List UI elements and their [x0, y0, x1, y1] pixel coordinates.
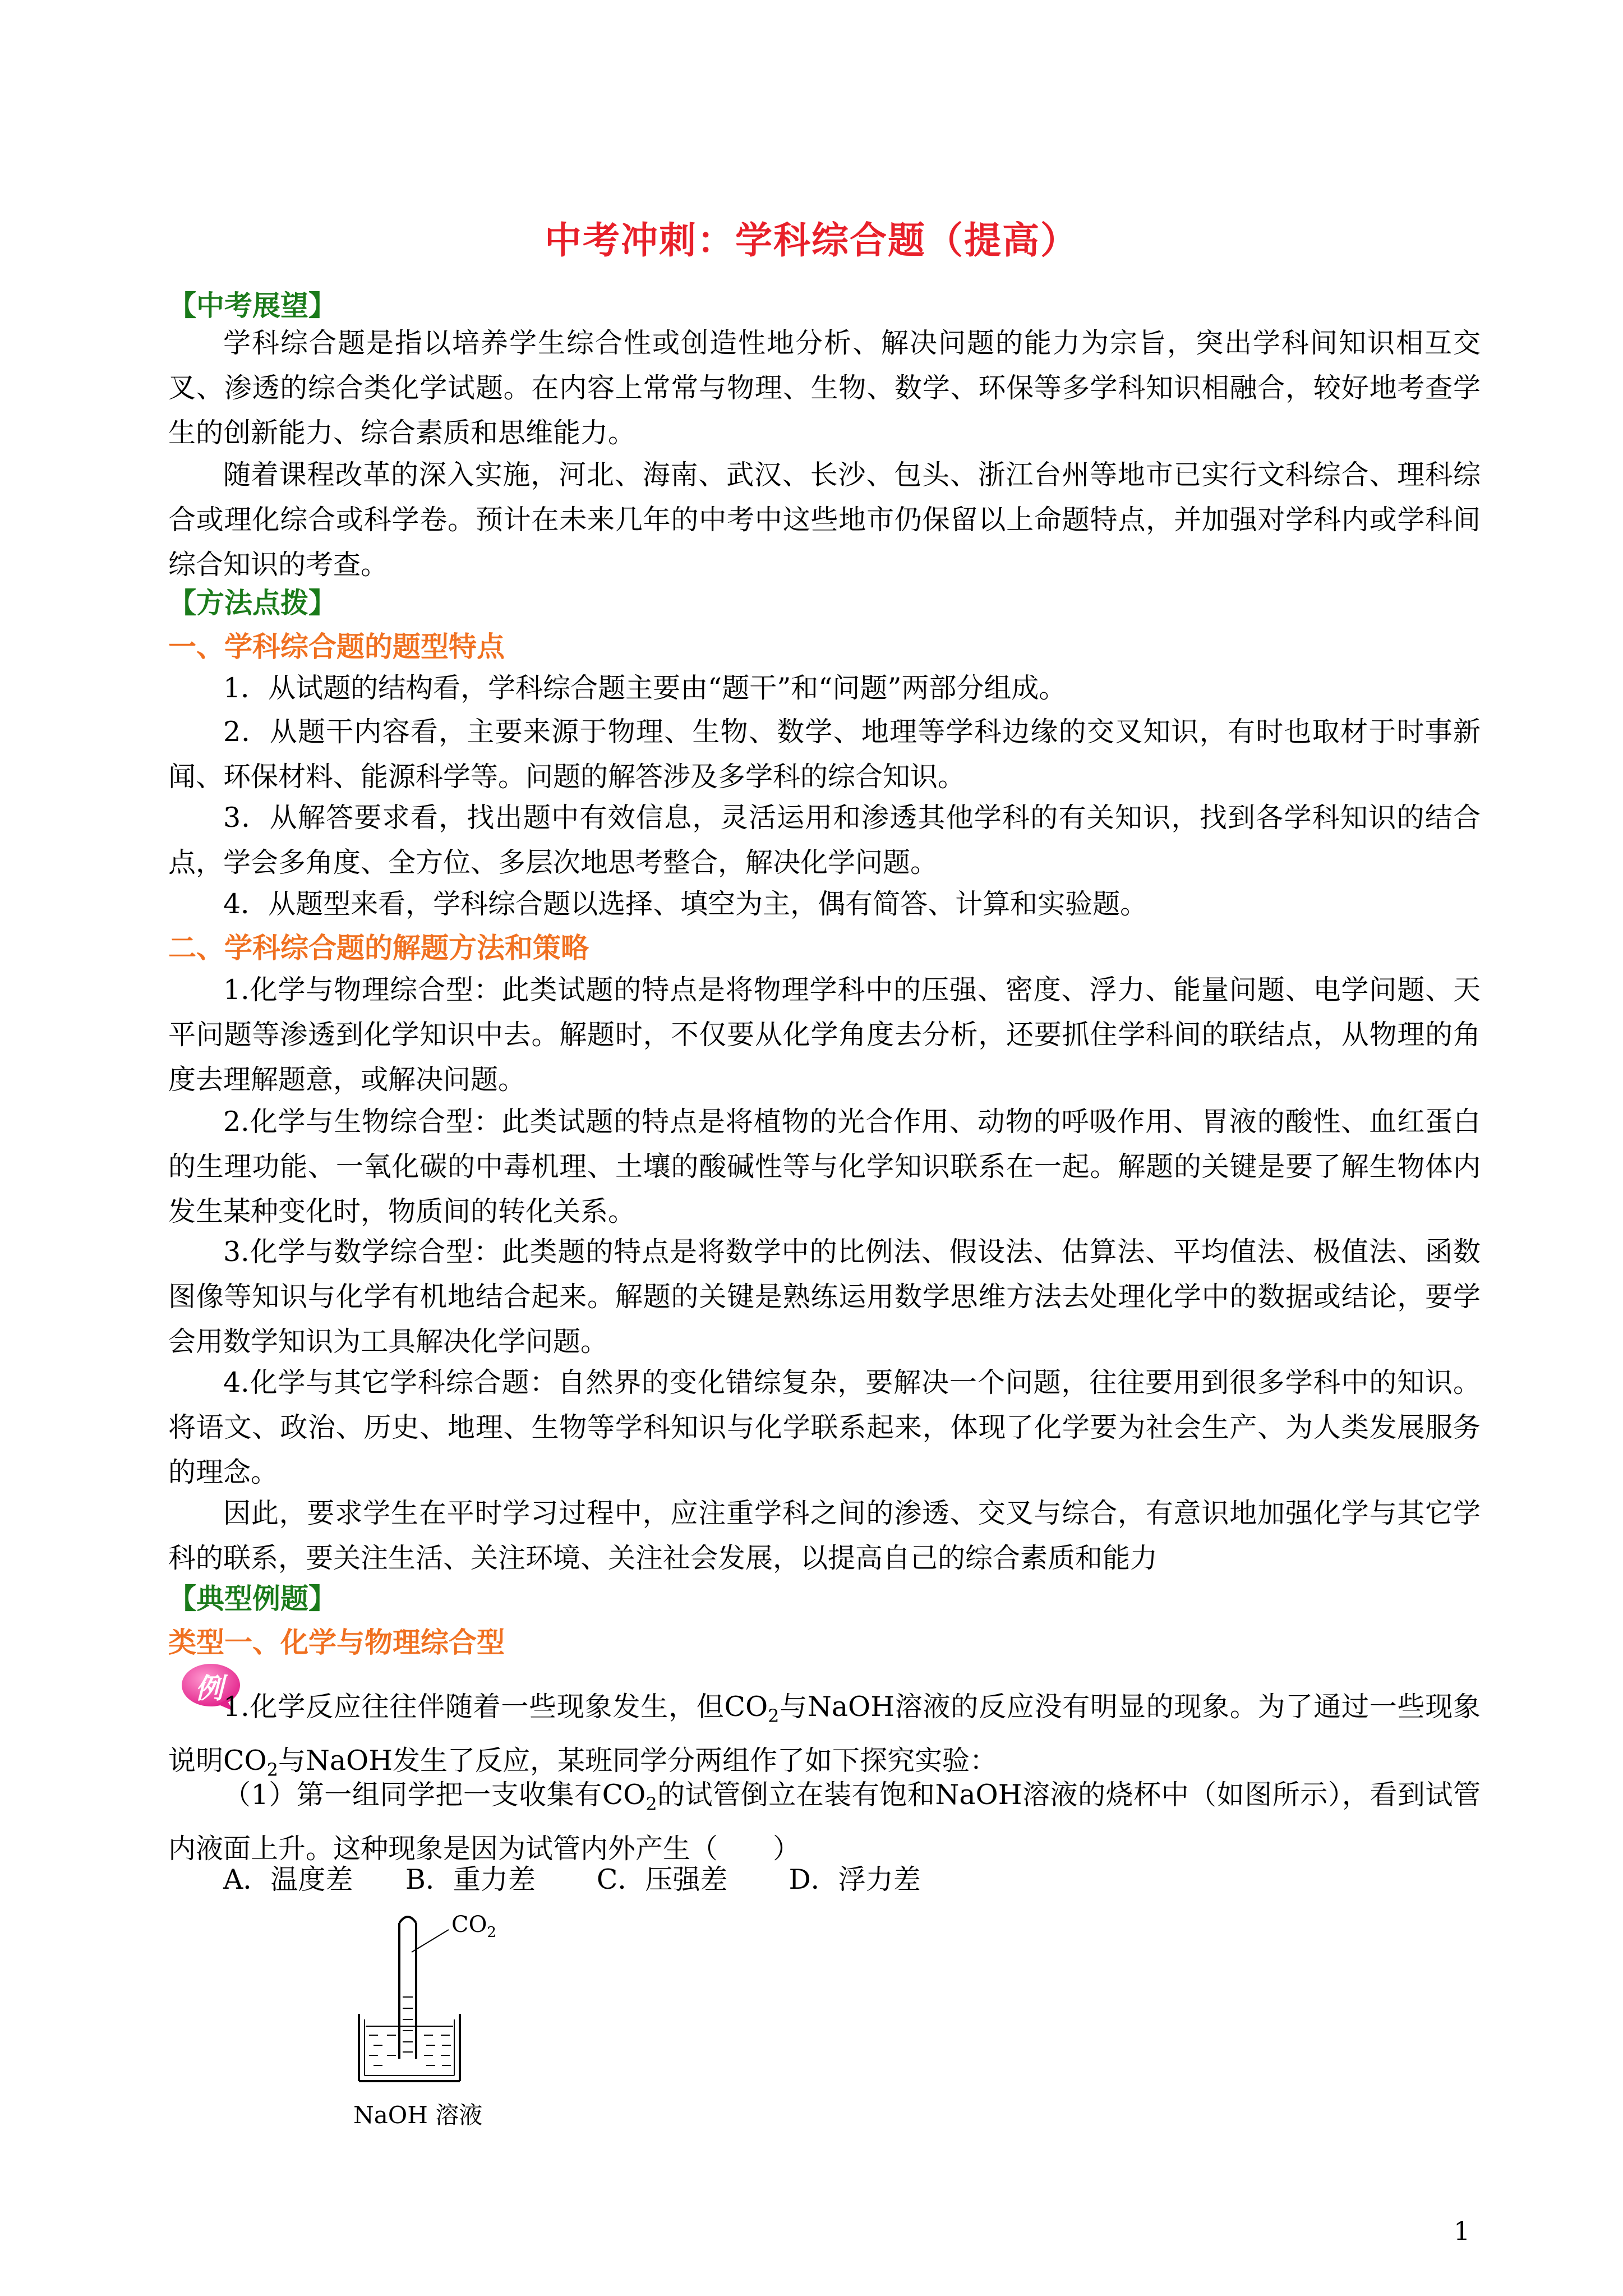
strategy-item-3: 3.化学与数学综合型：此类题的特点是将数学中的比例法、假设法、估算法、平均值法、极值法、函数图像等知识与化学有机地结合起来。解题的关键是熟练运用数学思维方法去处理化学中的数据或结论，要学会用数学知识为工具解决化学问题。 [168, 1236, 1481, 1358]
beaker-figure [353, 1907, 555, 2143]
feature-item-3: 3．从解答要求看，找出题中有效信息，灵活运用和渗透其他学科的有关知识，找到各学科知识的结合点，学会多角度、全方位、多层次地思考整合，解决化学问题。 [168, 802, 1481, 878]
outlook-paragraph-1: 学科综合题是指以培养学生综合性或创造性地分析、解决问题的能力为宗旨，突出学科间知识相互交叉、渗透的综合类化学试题。在内容上常常与物理、生物、数学、环保等多学科知识相融合，较好地考查学生的创新能力、综合素质和思维能力。 [168, 327, 1481, 449]
example-badge-text: 例 [195, 1672, 223, 1705]
strategy-item-2: 2.化学与生物综合型：此类试题的特点是将植物的光合作用、动物的呼吸作用、胃液的酸性、血红蛋白的生理功能、一氧化碳的中毒机理、土壤的酸碱性等与化学知识联系在一起。解题的关键是要了解生物体内发生某种变化时，物质间的转化关系。 [168, 1106, 1481, 1227]
strategy-item-1: 1.化学与物理综合型：此类试题的特点是将物理学科中的压强、密度、浮力、能量问题、电学问题、天平问题等渗透到化学知识中去。解题时，不仅要从化学角度去分析，还要抓住学科间的联结点，从物理的角度去理解题意，或解决问题。 [168, 974, 1481, 1096]
outlook-paragraph-2: 随着课程改革的深入实施，河北、海南、武汉、长沙、包头、浙江台州等地市已实行文科综合、理科综合或理化综合或科学卷。预计在未来几年的中考中这些地市仍保留以上命题特点，并加强对学科内或学科间综合知识的考查。 [168, 459, 1481, 581]
heading-type-one: 类型一、化学与物理综合型 [168, 1626, 505, 1659]
option-c[interactable]: C．压强差 [596, 1864, 728, 1895]
co2-label: $CO_2$ [451, 1912, 496, 1941]
strategy-item-4: 4.化学与其它学科综合题：自然界的变化错综复杂，要解决一个问题，往往要用到很多学科中的知识。将语文、政治、历史、地理、生物等学科知识与化学联系起来，体现了化学要为社会生产、为人类发展服务的理念。 [168, 1366, 1481, 1488]
strategy-conclusion: 因此，要求学生在平时学习过程中，应注重学科之间的渗透、交叉与综合，有意识地加强化学与其它学科的联系，要关注生活、关注环境、关注社会发展，以提高自己的综合素质和能力 [168, 1497, 1481, 1574]
page-title: 中考冲刺：学科综合题（提高） [545, 219, 1078, 262]
page-number: 1 [1454, 2216, 1470, 2246]
option-b[interactable]: B．重力差 [405, 1864, 536, 1895]
feature-item-4: 4．从题型来看，学科综合题以选择、填空为主，偶有简答、计算和实验题。 [223, 888, 1148, 920]
option-a[interactable]: A．温度差 [223, 1864, 353, 1895]
heading-question-features: 一、学科综合题的题型特点 [168, 631, 505, 663]
feature-item-2: 2．从题干内容看，主要来源于物理、生物、数学、地理等学科边缘的交叉知识，有时也取材于时事新闻、环保材料、能源科学等。问题的解答涉及多学科的综合知识。 [168, 716, 1481, 793]
naoh-solution-label: NaOH 溶液 [353, 2101, 483, 2129]
option-d[interactable]: D．浮力差 [789, 1864, 921, 1895]
feature-item-1: 1．从试题的结构看，学科综合题主要由“题干”和“问题”两部分组成。 [223, 672, 1067, 704]
heading-outlook: 【中考展望】 [168, 289, 336, 322]
question-1-options [223, 1858, 921, 1897]
question-1-intro: 1.化学反应往往伴随着一些现象发生，但$CO_2$与NaOH溶液的反应没有明显的现象。为了通过一些现象说明$CO_2$与NaOH发生了反应，某班同学分两组作了如下探究实验： [168, 1691, 1481, 1780]
question-1-part-1: （1）第一组同学把一支收集有$CO_2$的试管倒立在装有饱和NaOH溶液的烧杯中（如图所示），看到试管内液面上升。这种现象是因为试管内外产生（ ） [168, 1779, 1481, 1865]
heading-examples: 【典型例题】 [168, 1582, 336, 1615]
heading-method: 【方法点拨】 [168, 587, 336, 619]
heading-solving-strategies: 二、学科综合题的解题方法和策略 [168, 932, 589, 964]
